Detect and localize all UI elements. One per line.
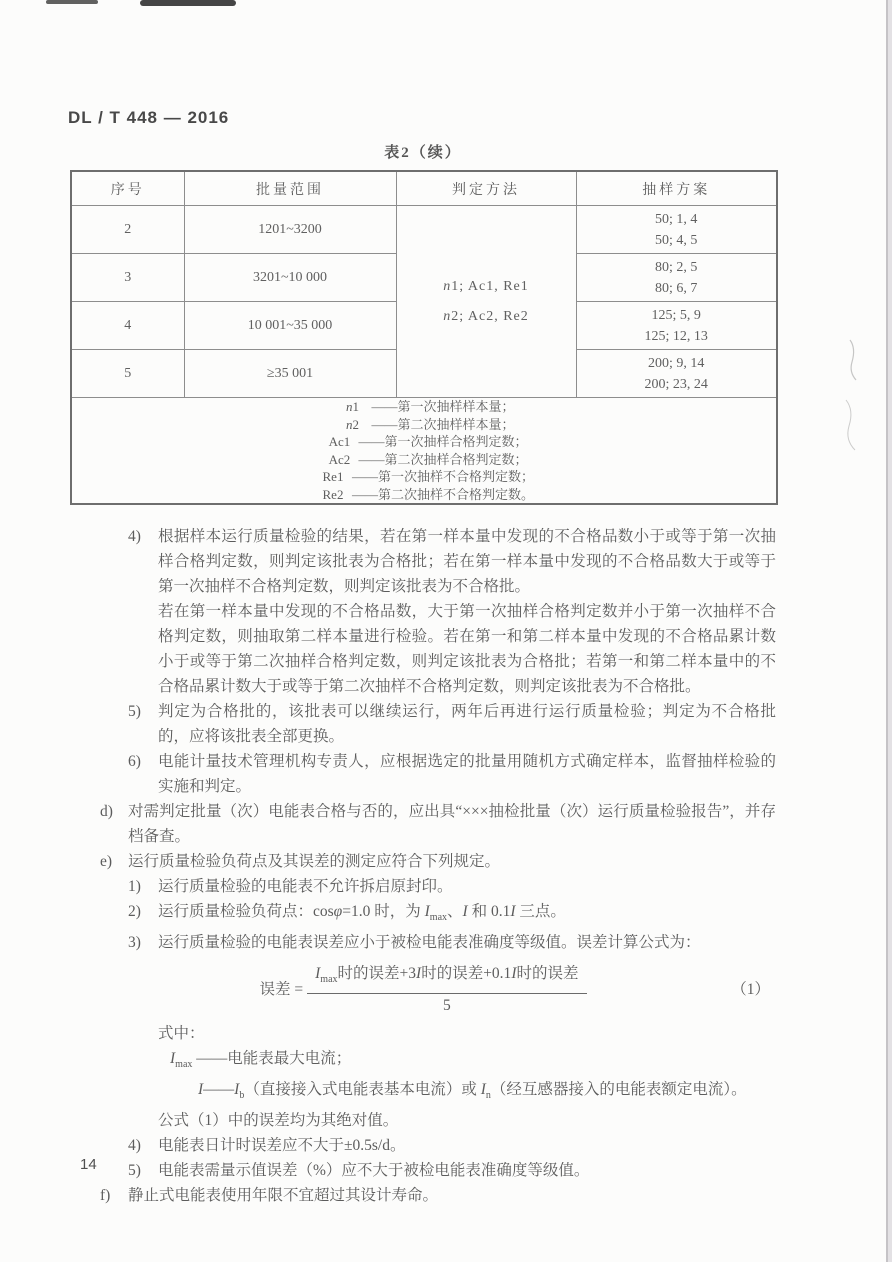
formula-note: 公式（1）中的误差均为其绝对值。 [158, 1112, 399, 1130]
list-item-4-continuation: 若在第一样本量中发现的不合格品数，大于第一次抽样合格判定数并小于第一次抽样不合格判定数，则抽取第二样本量进行检验。若在第一和第二样本量中发现的不合格品累计数小于或等于第二次抽样合格判定数，则判定该批表为合格批；若第一和第二样本量中的不合格品累计数大于或等于第二次抽样不合格判定数，则判定该批表为不合格批。 [158, 603, 776, 695]
judge-method-line: n2; Ac2, Re2 [443, 308, 529, 324]
note-line: Re1 ——第一次抽样不合格判定数； [322, 469, 534, 484]
list-item-d [70, 799, 776, 849]
imax-definition: $I_{max}$ ——电能表最大电流； [170, 1050, 352, 1071]
note-line: n1 ——第一次抽样样本量； [345, 399, 515, 414]
note-line: Re2 ——第二次抽样不合格判定数。 [322, 486, 534, 502]
error-formula [70, 963, 776, 1015]
cell-seq: 3 [71, 254, 184, 302]
scan-streak-artifact [46, 0, 98, 4]
note-line: n2 ——第二次抽样样本量； [345, 416, 515, 432]
cell-seq: 2 [71, 206, 184, 254]
i-definition: $I——I_b$（直接接入式电能表基本电流）或 $I_n$（经互感器接入的电能表额定电流）。 [198, 1081, 747, 1102]
cell-sampling-plan: 200; 9, 14 200; 23, 24 [576, 350, 777, 398]
formula-where-label: 式中： [158, 1025, 205, 1043]
list-item-e3 [70, 930, 776, 955]
list-item-6 [70, 749, 776, 799]
list-marker: 5) [128, 1162, 141, 1180]
cell-judge-method [396, 206, 576, 398]
list-marker: 4) [128, 1137, 141, 1155]
list-item-e [70, 849, 776, 874]
list-text: 静止式电能表使用年限不宜超过其设计寿命。 [128, 1187, 439, 1205]
scan-streak-artifact [140, 0, 236, 6]
list-text: 电能表需量示值误差（%）应不大于被检电能表准确度等级值。 [158, 1162, 590, 1180]
list-text: 根据样本运行质量检验的结果，若在第一样本量中发现的不合格品数小于或等于第一次抽样合格判定数，则判定该批表为合格批；若在第一样本量中发现的不合格品数大于或等于第一次抽样不合格判定数，则判定该批表为不合格批。 [158, 528, 776, 595]
doc-standard-number: DL / T 448 — 2016 [68, 108, 230, 127]
list-text: 运行质量检验负荷点及其误差的测定应符合下列规定。 [128, 853, 501, 870]
list-text: 电能表日计时误差应不大于±0.5s/d。 [158, 1137, 406, 1155]
scan-edge-band [888, 0, 892, 1262]
col-header-sampling-plan: 抽样方案 [576, 171, 777, 206]
table-row [71, 206, 777, 254]
cell-sampling-plan: 125; 5, 9 125; 12, 13 [576, 302, 777, 350]
list-marker: e) [100, 853, 113, 870]
list-marker: 5) [128, 703, 141, 720]
page-number: 14 [80, 1156, 97, 1173]
col-header-batch-range: 批量范围 [184, 171, 396, 206]
list-text: 对需判定批量（次）电能表合格与否的，应出具“×××抽检批量（次）运行质量检验报告”，并存档备查。 [128, 803, 776, 845]
list-text: 运行质量检验的电能表误差应小于被检电能表准确度等级值。误差计算公式为： [158, 934, 701, 952]
scan-edge-line [886, 0, 888, 1262]
note-line: Ac1 ——第一次抽样合格判定数； [328, 434, 528, 449]
formula-numerator: $I_{max}$时的误差+3I时的误差+0.1I时的误差 [307, 964, 586, 994]
list-text: 运行质量检验的电能表不允许拆启原封印。 [158, 878, 453, 895]
col-header-judge-method: 判定方法 [396, 171, 576, 206]
table-notes [71, 398, 777, 505]
sampling-table [70, 170, 778, 505]
table-notes-row [71, 398, 777, 505]
list-marker: f) [100, 1187, 111, 1205]
formula-denominator: 5 [442, 996, 451, 1014]
note-line: Ac2 ——第二次抽样合格判定数； [328, 451, 528, 467]
list-item-4 [70, 524, 776, 599]
table-title: 表2（续） [384, 145, 462, 161]
list-item-e2 [70, 899, 776, 930]
scan-artifact-marks [828, 330, 868, 480]
list-item-e1 [70, 874, 776, 899]
cell-batch-range: 3201~10 000 [184, 254, 396, 302]
cell-seq: 5 [71, 350, 184, 398]
equation-number: （1） [731, 981, 770, 999]
sampling-table-container [70, 170, 776, 505]
cell-batch-range: 10 001~35 000 [184, 302, 396, 350]
cell-sampling-plan: 50; 1, 4 50; 4, 5 [576, 206, 777, 254]
list-marker: 4) [128, 528, 141, 545]
cell-seq: 4 [71, 302, 184, 350]
formula-fraction [307, 964, 586, 1015]
list-marker: 1) [128, 878, 141, 895]
cell-batch-range: ≥35 001 [184, 350, 396, 398]
list-item-5 [70, 699, 776, 749]
cell-batch-range: 1201~3200 [184, 206, 396, 254]
list-marker: 2) [128, 903, 141, 920]
list-text: 运行质量检验负荷点：cosφ=1.0 时，为 $I_{max}$、I 和 0.1I 三点。 [158, 903, 566, 924]
list-item-f [70, 1183, 776, 1208]
list-marker: d) [100, 803, 113, 820]
formula-label: 误差 = [259, 980, 304, 998]
list-item-e5 [70, 1158, 776, 1183]
list-text: 判定为合格批的，该批表可以继续运行，两年后再进行运行质量检验；判定为不合格批的，应将该批表全部更换。 [158, 703, 776, 745]
body-content [70, 524, 776, 1208]
col-header-seq: 序号 [71, 171, 184, 206]
judge-method-line: n1; Ac1, Re1 [443, 278, 529, 294]
list-text: 电能计量技术管理机构专责人，应根据选定的批量用随机方式确定样本，监督抽样检验的实施和判定。 [158, 753, 776, 795]
list-marker: 6) [128, 753, 141, 770]
table-header-row [71, 171, 777, 206]
list-item-e4 [70, 1133, 776, 1158]
cell-sampling-plan: 80; 2, 5 80; 6, 7 [576, 254, 777, 302]
list-marker: 3) [128, 934, 141, 952]
